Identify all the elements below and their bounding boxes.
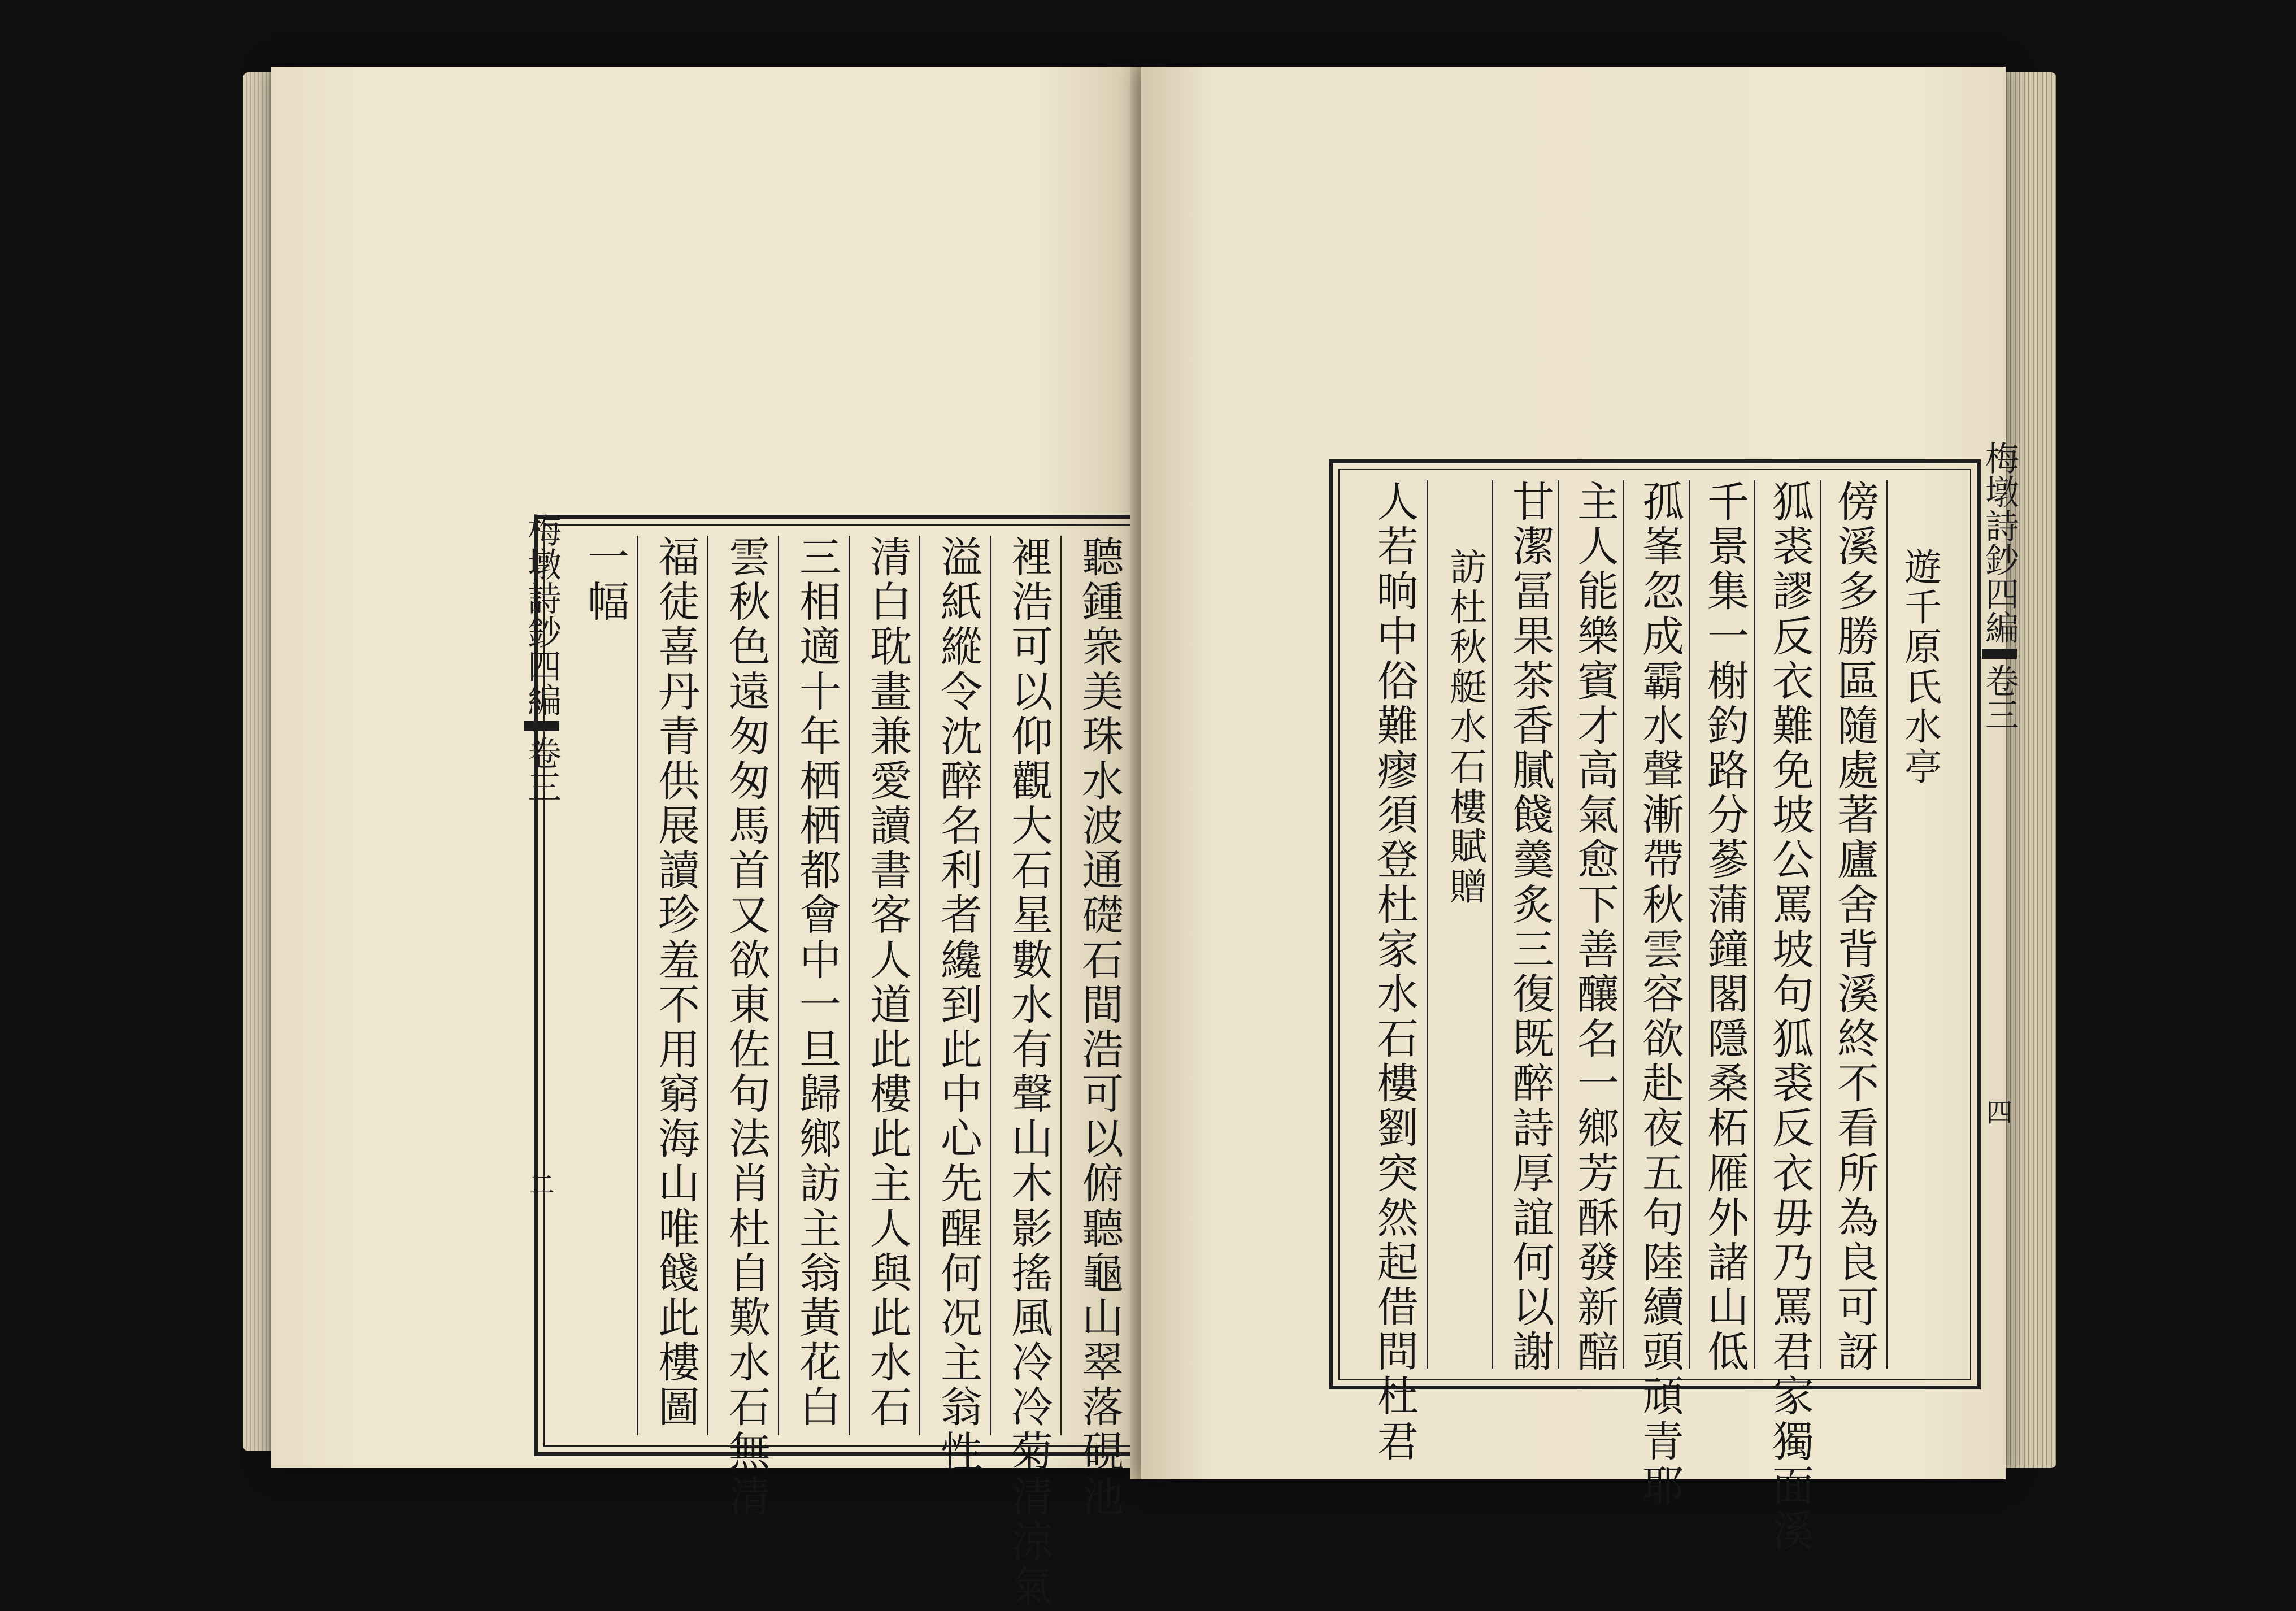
spine-leaf-number: 四	[1986, 1097, 2012, 1128]
column-rule	[1689, 480, 1690, 1369]
column-rule	[1427, 480, 1428, 1369]
text-column: 清 白 耽 畫 兼 愛 讀 書 客 人 道 此 樓 此 主 人 與 此 水 石	[870, 533, 912, 1432]
column-rule	[1623, 480, 1624, 1369]
column-rule	[1754, 480, 1755, 1369]
column-rule	[1492, 480, 1493, 1369]
poem-title: 訪 杜 秋 艇 水 石 樓 賦 贈	[1450, 546, 1487, 909]
left-text-frame	[534, 515, 1227, 1611]
poem-title: 遊 千 原 氏 水 亭	[1904, 546, 1942, 789]
text-column: 傍 溪 多 勝 區 隨 處 著 廬 舍 背 溪 終 不 看 所 為 良 可 訝	[1837, 478, 1879, 1377]
spine-book-title: 梅墩詩鈔四編	[1980, 441, 2019, 644]
spine-book-title: 梅墩詩鈔四編	[522, 513, 562, 717]
column-rule	[1886, 480, 1888, 1369]
column-rule	[1558, 480, 1559, 1369]
text-column: 福 徒 喜 丹 青 供 展 讀 珍 羞 不 用 窮 海 山 唯 餞 此 樓 圖	[658, 533, 700, 1432]
column-rule	[849, 536, 850, 1435]
column-rule	[778, 536, 779, 1435]
text-column: 人 若 晌 中 俗 難 瘳 須 登 杜 家 水 石 樓 劉 突 然 起 借 問 杜 君	[1377, 478, 1419, 1466]
column-rule	[1060, 536, 1062, 1435]
fishtail-mark	[1982, 649, 2017, 659]
text-column: 一 幅	[588, 533, 629, 627]
text-column: 甘 潔 冨 果 茶 香 膩 餞 羹 炙 三 復 既 醉 詩 厚 誼 何 以 謝	[1512, 478, 1554, 1377]
column-rule	[1820, 480, 1821, 1369]
right-page-spine	[1977, 441, 2021, 1390]
right-text-frame	[1329, 459, 1981, 1556]
column-rule	[919, 536, 920, 1435]
text-column: 孤 峯 忽 成 霸 水 聲 漸 帶 秋 雲 容 欲 赴 夜 五 句 陸 續 頭 頑 青 耶	[1642, 478, 1684, 1511]
text-column: 聽 鍾 衆 美 珠 水 波 通 礎 石 間 浩 可 以 俯 聽 龜 山 翠 落 硯 池	[1082, 533, 1124, 1522]
text-column: 主 人 能 樂 賓 才 高 氣 愈 下 善 釀 名 一 鄉 芳 酥 發 新 醅	[1577, 478, 1619, 1377]
text-column: 雲 秋 色 遠 匆 匆 馬 首 又 欲 東 佐 句 法 肖 杜 自 歎 水 石 無 清	[729, 533, 771, 1522]
column-rule	[707, 536, 708, 1435]
spine-leaf-number: 二	[529, 1170, 555, 1200]
text-column: 裡 浩 可 以 仰 觀 大 石 星 數 水 有 聲 山 木 影 搖 風 冷 冷 菊 清 涼 氣	[1011, 533, 1053, 1611]
spine-volume: 卷三	[1980, 663, 2019, 731]
text-column: 狐 裘 謬 反 衣 難 免 坡 公 罵 坡 句 狐 裘 反 衣 毋 乃 罵 君 家 獨 面 溪	[1772, 478, 1814, 1556]
column-rule	[990, 536, 991, 1435]
left-page	[271, 67, 1141, 1611]
column-rule	[637, 536, 638, 1435]
text-column: 千 景 集 一 榭 釣 路 分 蔘 蒲 鐘 閣 隱 桑 柘 雁 外 諸 山 低	[1707, 478, 1749, 1377]
text-column: 溢 紙 縱 令 沈 醉 名 利 者 纔 到 此 中 心 先 醒 何 况 主 翁 性	[941, 533, 982, 1477]
text-column: 三 相 適 十 年 栖 栖 都 會 中 一 旦 歸 鄉 訪 主 翁 黃 花 白	[799, 533, 841, 1432]
spine-volume: 卷三	[522, 736, 562, 804]
